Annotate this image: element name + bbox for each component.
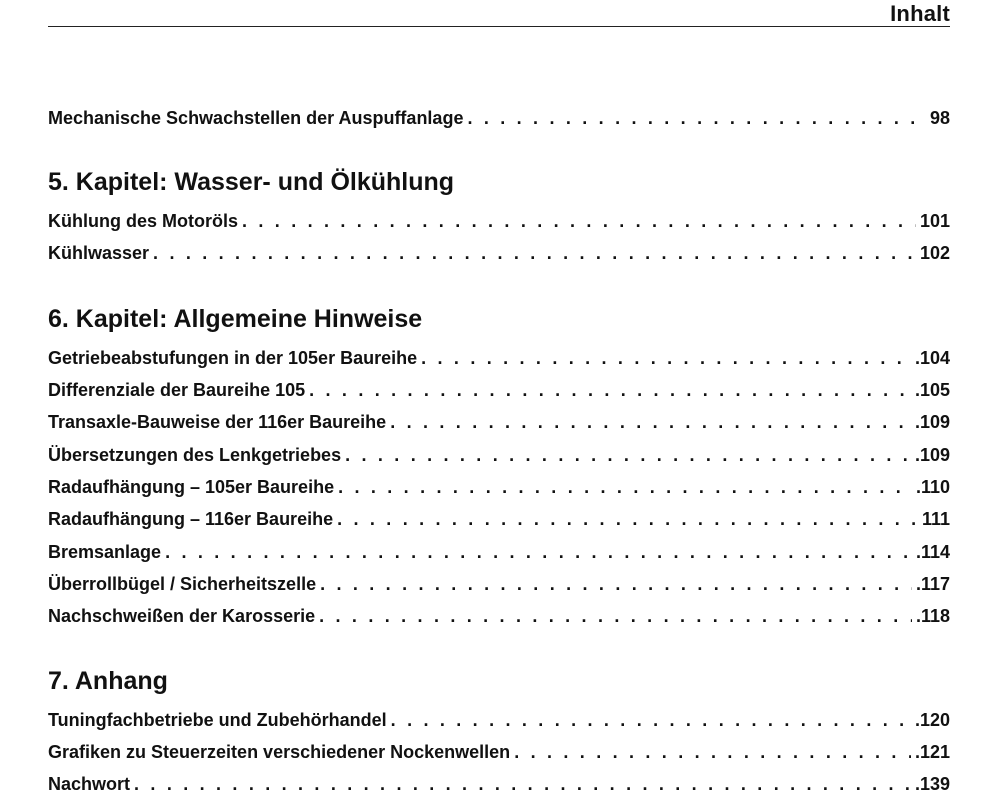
toc-entry-title: Radaufhängung – 116er Baureihe [48,509,334,529]
toc-entry-title: Mechanische Schwachstellen der Auspuffanlage [48,108,464,128]
toc-entry [48,710,950,734]
chapter-heading: 5. Kapitel: Wasser- und Ölkühlung [48,168,455,196]
chapter-heading: 6. Kapitel: Allgemeine Hinweise [48,305,423,333]
toc-entry-page: .120 [914,710,950,730]
toc-entry-title: Nachschweißen der Karosserie [48,606,316,626]
toc-entry-page: .121 [914,742,950,762]
toc-entry-title: Transaxle-Bauweise der 116er Baureihe [48,412,387,432]
dot-leader [338,477,912,498]
toc-entry [48,574,950,598]
toc-entry-title: Tuningfachbetriebe und Zubehörhandel [48,710,387,730]
toc-entry-page: .109 [914,445,950,465]
toc-entry-page: .118 [915,606,950,626]
toc-entry-title: Übersetzungen des Lenkgetriebes [48,445,342,465]
toc-entry-page: 111 [921,509,950,529]
toc-entry-title: Kühlwasser [48,243,150,263]
dot-leader [153,243,916,264]
toc-entry-title: Nachwort [48,774,131,794]
toc-entry-page: .105 [914,380,950,400]
dot-leader [134,774,911,795]
toc-entry [48,108,950,132]
header-divider [48,26,950,27]
toc-entry-title: Bremsanlage [48,542,162,562]
toc-entry [48,742,950,766]
toc-entry [48,445,950,469]
toc-entry [48,211,950,235]
dot-leader [165,542,912,563]
dot-leader [337,509,918,530]
toc-entry-page: .139 [914,774,950,794]
toc-entry-page: .109 [914,412,950,432]
toc-entry-page: 98 [929,108,950,128]
chapter-heading: 7. Anhang [48,667,168,695]
toc-entry-title: Differenziale der Baureihe 105 [48,380,306,400]
toc-entry [48,412,950,436]
toc-entry-page: 101 [919,211,950,231]
dot-leader [514,742,911,763]
toc-entry-page: 102 [919,243,950,263]
toc-entry-title: Grafiken zu Steuerzeiten verschiedener Nockenwellen [48,742,511,762]
toc-entry-title: Getriebeabstufungen in der 105er Baureihe [48,348,418,368]
dot-leader [390,412,911,433]
dot-leader [391,710,911,731]
toc-entry [48,542,950,566]
running-header-title: Inhalt [890,1,950,26]
toc-entry-title: Kühlung des Motoröls [48,211,238,231]
dot-leader [345,445,911,466]
toc-entry-title: Radaufhängung – 105er Baureihe [48,477,335,497]
dot-leader [242,211,916,232]
toc-entry [48,380,950,404]
dot-leader [309,380,911,401]
toc-entry-title: Überrollbügel / Sicherheitszelle [48,574,317,594]
toc-entry-page: .110 [915,477,950,497]
toc-entry [48,243,950,267]
toc-entry [48,477,950,501]
toc-entry [48,509,950,533]
toc-entry-page: .114 [915,542,950,562]
toc-entry [48,348,950,372]
dot-leader [421,348,911,369]
toc-entry [48,606,950,630]
toc-entry [48,774,950,798]
dot-leader [467,108,926,129]
toc-entry-page: .104 [914,348,950,368]
dot-leader [320,574,912,595]
toc-entry-page: .117 [915,574,950,594]
dot-leader [319,606,912,627]
